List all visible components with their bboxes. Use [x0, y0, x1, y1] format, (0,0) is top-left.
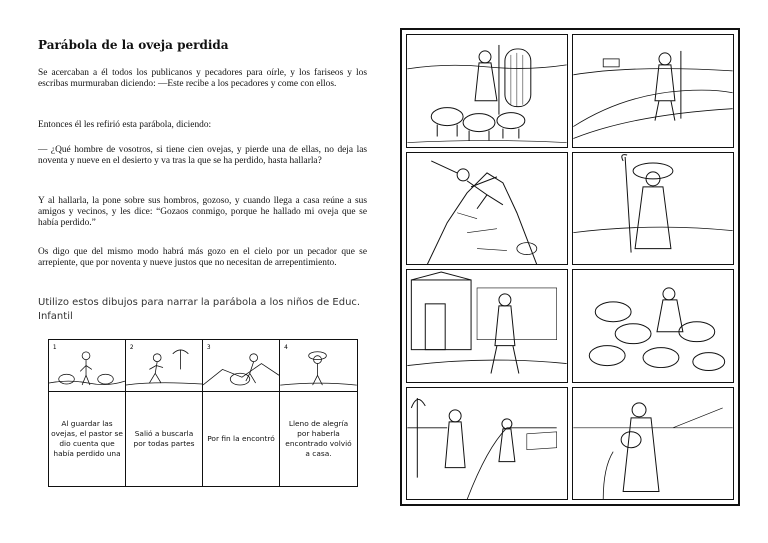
storyboard-number-4: 4	[284, 344, 288, 351]
document-title: Parábola de la oveja perdida	[38, 38, 229, 52]
storyboard-picture-4	[280, 340, 357, 392]
illustration-shepherd-embracing-sheep	[572, 387, 734, 501]
storyboard-caption-1: Al guardar las ovejas, el pastor se dio cuenta que había perdido una	[49, 392, 126, 486]
storyboard-number-3: 3	[206, 344, 211, 351]
storyboard-picture-1	[49, 340, 126, 392]
storyboard-picture-3	[203, 340, 280, 392]
illustration-shepherd-arriving-home	[406, 269, 568, 383]
paragraph-3: — ¿Qué hombre de vosotros, si tiene cien ovejas, y pierde una de ellas, no deja las noventa y nueve en el desierto y va tras la que se ha perdido, hasta hallarla?	[38, 145, 367, 167]
paragraph-5: Os digo que del mismo modo habrá más gozo en el cielo por un pecador que se arrepiente, que por noventa y nueve justos que no necesitan de arrepentimiento.	[38, 247, 367, 269]
illustration-sheet	[400, 28, 740, 506]
paragraph-2: Entonces él les refirió esta parábola, diciendo:	[38, 120, 212, 130]
illustration-shepherd-counting-flock	[406, 34, 568, 148]
teacher-note: Utilizo estos dibujos para narrar la parábola a los niños de Educ. Infantil	[38, 297, 361, 322]
storyboard-picture-2	[126, 340, 203, 392]
illustration-travellers-on-road	[406, 387, 568, 501]
illustration-shepherd-among-flock	[572, 269, 734, 383]
paragraph-4: Y al hallarla, la pone sobre sus hombros, gozoso, y cuando llega a casa reúne a sus amigos y vecinos, y les dice: “Gozaos conmigo, porque he hallado mi oveja que se había perdido.”	[38, 196, 367, 229]
illustration-shepherd-carrying-sheep	[572, 152, 734, 266]
storyboard-table	[48, 339, 358, 487]
illustration-shepherd-walking-searching	[572, 34, 734, 148]
storyboard-number-2: 2	[129, 344, 134, 351]
storyboard-caption-4: Lleno de alegría por haberla encontrado volvió a casa.	[285, 419, 352, 458]
storyboard-caption-2: Salió a buscarla por todas partes	[126, 392, 203, 486]
illustration-shepherd-climbing-rocks	[406, 152, 568, 266]
storyboard-caption-3: Por fin la encontró	[203, 392, 280, 486]
paragraph-1: Se acercaban a él todos los publicanos y pecadores para oírle, y los fariseos y los escribas murmuraban diciendo: —Este recibe a los pecadores y come con ellos.	[38, 68, 367, 90]
storyboard-number-1: 1	[52, 344, 57, 351]
